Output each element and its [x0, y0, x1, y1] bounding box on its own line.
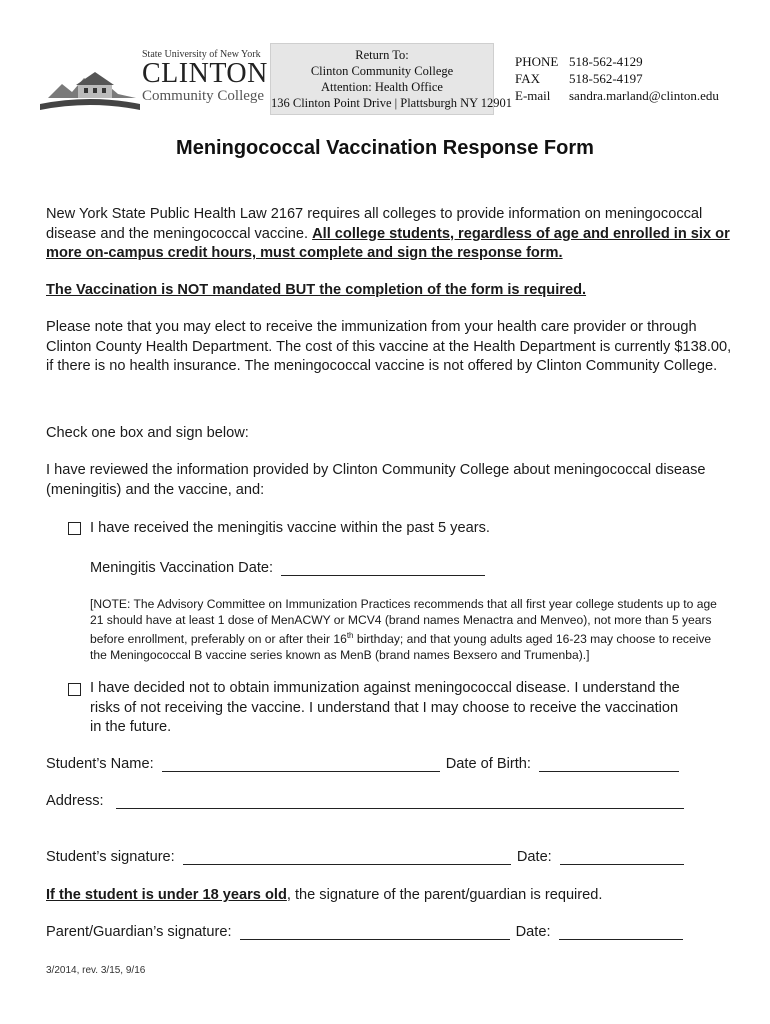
fax-label: FAX [515, 71, 541, 86]
intro-text: New York State Public Health Law 2167 requires all colleges to provide information on meningococcal disease and the meningococcal vaccine. [46, 206, 703, 242]
return-attention: Attention: Health Office [321, 80, 443, 94]
intro-requirement: All college students, regardless of age and enrolled in six or more on-campus credit hours, must complete and sign the response form. [46, 225, 730, 261]
note-text-b: birthday; and that young adults aged 16-23 may choose to receive the Meningococcal B vaccine series known as MenB (brand names Bexsero and Trumenba).] [90, 632, 712, 663]
return-address-box [270, 43, 513, 115]
option2-checkbox[interactable] [68, 682, 81, 700]
option1-label: I have received the meningitis vaccine within the past 5 years. [90, 520, 490, 536]
mandate-statement: The Vaccination is NOT mandated BUT the completion of the form is required. [46, 282, 587, 298]
return-college: Clinton Community College [310, 64, 454, 78]
fax-value: 518-562-4197 [569, 71, 643, 86]
student-date-label: Date: [516, 849, 552, 865]
student-name-label: Student’s Name: [46, 756, 154, 772]
check-instructions: Check one box and sign below: [46, 425, 249, 441]
return-street: 136 Clinton Point Drive | Plattsburgh NY 12901 [271, 96, 513, 110]
dob-label: Date of Birth: [445, 756, 531, 772]
revision-footer: 3/2014, rev. 3/15, 9/16 [46, 965, 146, 976]
logo-subtitle: Community College [142, 88, 265, 104]
parent-date-field[interactable] [559, 924, 683, 940]
address-row [46, 793, 684, 809]
student-signature-label: Student’s signature: [46, 849, 175, 865]
option2-label: I have decided not to obtain immunization against meningococcal disease. I understand the risks of not receiving the vaccine. I understand that I may choose to receive the vaccination in the future. [90, 680, 680, 735]
acip-note [90, 596, 730, 663]
student-name-field[interactable] [162, 756, 440, 772]
vaccination-date-row [90, 560, 485, 576]
phone-label: PHONE [515, 54, 559, 69]
address-field[interactable] [116, 793, 684, 809]
under18-notice [46, 886, 736, 906]
logo-wordmark: CLINTON [142, 58, 268, 89]
student-signature-row [46, 849, 684, 865]
parent-date-label: Date: [515, 924, 551, 940]
email-label: E-mail [515, 88, 551, 103]
note-text-a: [NOTE: The Advisory Committee on Immunization Practices recommends that all first year college students up to age 21 should have at least 1 dose of MenACWY or MCV4 (brand names Menactra and Menveo), not more than 5 years before enrollment, preferably on or after their 16 [90, 597, 717, 647]
vaccination-date-label: Meningitis Vaccination Date: [90, 560, 274, 576]
address-label: Address: [46, 793, 104, 809]
email-value[interactable]: sandra.marland@clinton.edu [569, 88, 719, 103]
reviewed-statement: I have reviewed the information provided by Clinton Community College about meningococcal disease (meningitis) and the vaccine, and: [46, 462, 706, 498]
under18-text: , the signature of the parent/guardian is required. [286, 887, 603, 903]
parent-signature-label: Parent/Guardian’s signature: [46, 924, 232, 940]
parent-signature-row [46, 924, 683, 940]
logo-tagline: State University of New York [142, 49, 261, 60]
under18-emphasis: If the student is under 18 years old [46, 887, 287, 903]
phone-value: 518-562-4129 [569, 54, 643, 69]
cost-paragraph: Please note that you may elect to receive the immunization from your health care provider or through Clinton County Health Department. The cost of this vaccine at the Health Department is currently $138.00, if there is no health insurance. The meningococcal vaccine is not offered by Clinton Community College. [46, 319, 732, 374]
intro-paragraph [46, 205, 736, 264]
student-name-row [46, 756, 679, 772]
note-superscript: th [346, 631, 354, 640]
page-title: Meningococcal Vaccination Response Form [176, 137, 594, 159]
option1-checkbox[interactable] [68, 521, 81, 539]
return-to-label: Return To: [355, 48, 409, 62]
campus-building-icon [40, 54, 140, 114]
vaccination-date-field[interactable] [281, 560, 485, 576]
parent-signature-field[interactable] [240, 924, 510, 940]
student-date-field[interactable] [560, 849, 684, 865]
dob-field[interactable] [539, 756, 679, 772]
student-signature-field[interactable] [183, 849, 511, 865]
contact-info [515, 53, 719, 104]
